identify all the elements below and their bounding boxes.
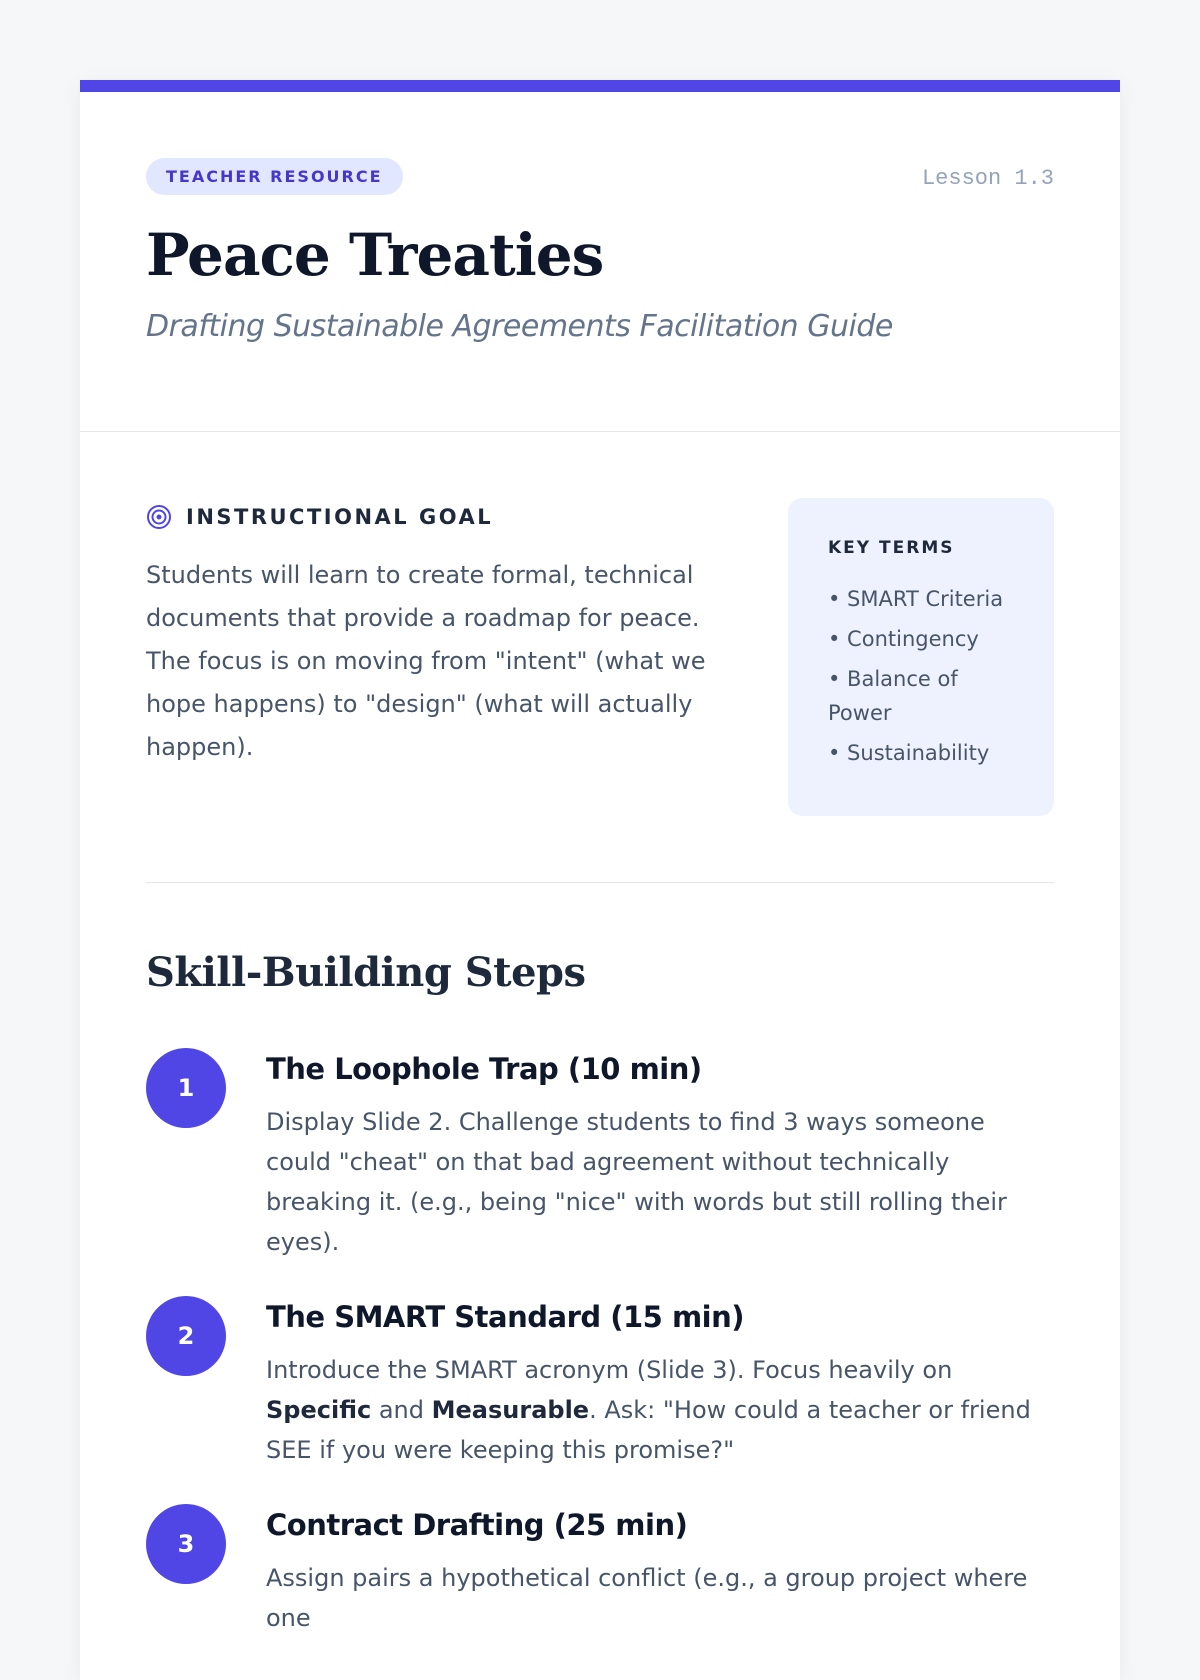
steps-heading: Skill-Building Steps <box>146 949 586 996</box>
step-content <box>266 1296 1046 1470</box>
teacher-resource-badge: TEACHER RESOURCE <box>146 158 403 195</box>
key-terms-label: KEY TERMS <box>828 538 955 558</box>
page-title: Peace Treaties <box>146 221 604 289</box>
goal-row <box>146 498 1054 816</box>
step-text: Display Slide 2. Challenge students to find 3 ways someone could "cheat" on that bad agreement without technically breaking it. (e.g., being "nice" with words but still rolling their eyes). <box>266 1108 1007 1256</box>
goal-heading <box>146 504 726 530</box>
steps-list <box>146 1048 1054 1638</box>
resource-card <box>80 80 1120 1680</box>
instructional-goal <box>146 498 726 816</box>
step-text-part: . Ask: "How could a teacher or friend SEE if you were keeping this promise?" <box>266 1396 1031 1464</box>
step-text-emphasis: Specific <box>266 1396 372 1424</box>
header <box>80 92 1120 432</box>
step-text-part: Introduce the SMART acronym (Slide 3). Focus heavily on <box>266 1356 953 1384</box>
section-divider <box>146 882 1054 883</box>
step-number: 2 <box>146 1296 226 1376</box>
key-term: • Balance of Power <box>828 667 958 725</box>
step-text-emphasis: Measurable <box>431 1396 590 1424</box>
step-item <box>146 1296 1054 1470</box>
goal-text: Students will learn to create formal, technical documents that provide a roadmap for peace. The focus is on moving from "intent" (what we hope happens) to "design" (what will actually happen). <box>146 561 706 761</box>
step-text-part: and <box>371 1396 432 1424</box>
step-item <box>146 1048 1054 1262</box>
step-item <box>146 1504 1054 1638</box>
step-title: The Loophole Trap (10 min) <box>266 1052 702 1086</box>
key-term: • Contingency <box>828 627 979 651</box>
key-term: • SMART Criteria <box>828 587 1004 611</box>
step-text <box>266 1350 1046 1470</box>
step-number: 3 <box>146 1504 226 1584</box>
step-title: The SMART Standard (15 min) <box>266 1300 744 1334</box>
goal-label: INSTRUCTIONAL GOAL <box>186 505 494 529</box>
key-terms-list <box>828 582 1014 770</box>
content <box>80 432 1120 1638</box>
step-text: Assign pairs a hypothetical conflict (e.g., a group project where one <box>266 1564 1028 1632</box>
step-title: Contract Drafting (25 min) <box>266 1508 688 1542</box>
lesson-number: Lesson 1.3 <box>921 166 1054 191</box>
key-term: • Sustainability <box>828 741 990 765</box>
key-terms-box <box>788 498 1054 816</box>
step-number: 1 <box>146 1048 226 1128</box>
step-content <box>266 1504 1046 1638</box>
page-subtitle: Drafting Sustainable Agreements Facilitation Guide <box>146 309 893 344</box>
target-icon <box>146 504 172 530</box>
step-content <box>266 1048 1046 1262</box>
